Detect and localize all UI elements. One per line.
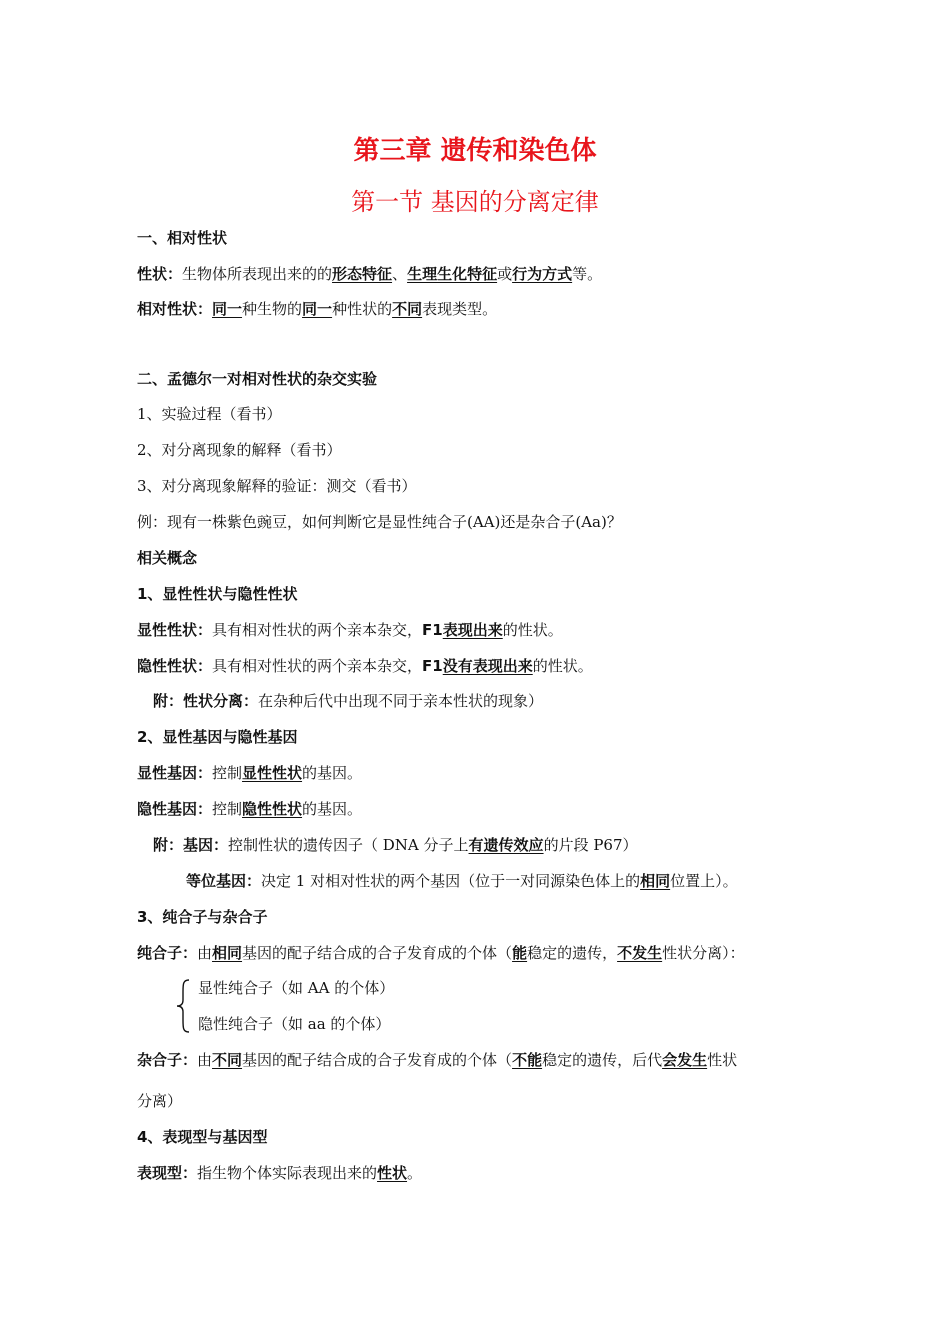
text: 的性状。	[502, 621, 563, 639]
text: 的性状。	[532, 657, 593, 675]
text: 由	[197, 944, 213, 962]
heading-relative-traits: 一、相对性状	[137, 229, 228, 247]
allele-definition	[186, 870, 738, 892]
keyword: 能	[512, 944, 528, 962]
text: 种性状的	[332, 300, 393, 318]
text: 。	[407, 1164, 423, 1182]
text: 的片段 P67）	[543, 836, 638, 854]
text: 在杂种后代中出现不同于亲本性状的现象）	[258, 692, 544, 710]
keyword: 相同	[212, 944, 243, 962]
keyword: 行为方式	[512, 265, 573, 283]
text: 、	[392, 265, 408, 283]
text: 种生物的	[242, 300, 303, 318]
heading-homozygote-heterozygote: 3、纯合子与杂合子	[137, 908, 268, 926]
trait-definition	[137, 263, 602, 285]
keyword: 没有表现出来	[442, 657, 533, 675]
heading-mendel-experiment: 二、孟德尔一对相对性状的杂交实验	[137, 370, 378, 388]
text: 性状分离）：	[662, 944, 745, 962]
text: 控制	[212, 800, 243, 818]
keyword: 不同	[212, 1051, 243, 1069]
recessive-trait-definition	[137, 655, 593, 677]
text: 控制性状的遗传因子（ DNA 分子上	[228, 836, 469, 854]
text: 稳定的遗传，后代	[542, 1051, 663, 1069]
text: 表现类型。	[422, 300, 498, 318]
keyword: 表现出来	[442, 621, 503, 639]
brace-icon	[175, 978, 191, 1034]
keyword: 会发生	[662, 1051, 708, 1069]
heading-related-concepts: 相关概念	[137, 549, 198, 567]
term-label: 性状：	[137, 265, 183, 283]
text: F1	[422, 621, 443, 639]
text: 生物体所表现出来的的	[182, 265, 333, 283]
keyword: 不能	[512, 1051, 543, 1069]
text: 的基因。	[302, 764, 363, 782]
keyword: 不同	[392, 300, 423, 318]
text: 的基因。	[302, 800, 363, 818]
relative-trait-definition	[137, 298, 497, 320]
text: 基因的配子结合成的合子发育成的个体（	[242, 1051, 513, 1069]
heading-phenotype-genotype: 4、表现型与基因型	[137, 1128, 268, 1146]
keyword: 形态特征	[332, 265, 393, 283]
term-label: 相对性状：	[137, 300, 213, 318]
keyword: 生理生化特征	[407, 265, 498, 283]
keyword: 同一	[302, 300, 333, 318]
example-question: 例：现有一株紫色豌豆，如何判断它是显性纯合子(AA)还是杂合子(Aa)？	[137, 513, 622, 531]
heading-dominant-recessive-genes: 2、显性基因与隐性基因	[137, 728, 298, 746]
heterozygote-definition-cont: 分离）	[137, 1092, 183, 1110]
section-title: 第一节 基因的分离定律	[351, 188, 599, 216]
term-label: 隐性基因：	[137, 800, 213, 818]
homozygote-recessive-item: 隐性纯合子（如 aa 的个体）	[198, 1015, 391, 1033]
text: 稳定的遗传，	[527, 944, 618, 962]
term-label: 等位基因：	[186, 872, 262, 890]
list-item: 3、对分离现象解释的验证：测交（看书）	[137, 477, 417, 495]
chapter-title: 第三章 遗传和染色体	[353, 136, 597, 166]
text: 具有相对性状的两个亲本杂交，	[212, 621, 423, 639]
phenotype-definition	[137, 1162, 422, 1184]
heterozygote-definition	[137, 1049, 737, 1071]
text: 等。	[572, 265, 603, 283]
term-label: 隐性性状：	[137, 657, 213, 675]
term-label: 杂合子：	[137, 1051, 198, 1069]
dominant-gene-definition	[137, 762, 362, 784]
text: 控制	[212, 764, 243, 782]
text: 基因的配子结合成的合子发育成的个体（	[242, 944, 513, 962]
note-trait-segregation	[153, 690, 543, 712]
homozygote-dominant-item: 显性纯合子（如 AA 的个体）	[198, 979, 395, 997]
homozygote-definition	[137, 942, 745, 964]
keyword: 有遗传效应	[468, 836, 544, 854]
text: 具有相对性状的两个亲本杂交，	[212, 657, 423, 675]
term-label: 附：性状分离：	[153, 692, 259, 710]
keyword: 性状	[377, 1164, 408, 1182]
list-item: 2、对分离现象的解释（看书）	[137, 441, 342, 459]
keyword: 隐性性状	[242, 800, 303, 818]
term-label: 显性性状：	[137, 621, 213, 639]
text: 决定 1 对相对性状的两个基因（位于一对同源染色体上的	[261, 872, 641, 890]
text: 性状	[707, 1051, 738, 1069]
text: 位置上）。	[670, 872, 738, 890]
note-gene	[153, 834, 638, 856]
list-item: 1、实验过程（看书）	[137, 405, 282, 423]
term-label: 表现型：	[137, 1164, 198, 1182]
dominant-trait-definition	[137, 619, 563, 641]
keyword: 相同	[640, 872, 671, 890]
text: 由	[197, 1051, 213, 1069]
term-label: 附：基因：	[153, 836, 229, 854]
keyword: 同一	[212, 300, 243, 318]
heading-dominant-recessive-traits: 1、显性性状与隐性性状	[137, 585, 298, 603]
text: 或	[497, 265, 513, 283]
term-label: 纯合子：	[137, 944, 198, 962]
text: 指生物个体实际表现出来的	[197, 1164, 378, 1182]
text: F1	[422, 657, 443, 675]
term-label: 显性基因：	[137, 764, 213, 782]
recessive-gene-definition	[137, 798, 362, 820]
keyword: 不发生	[617, 944, 663, 962]
keyword: 显性性状	[242, 764, 303, 782]
